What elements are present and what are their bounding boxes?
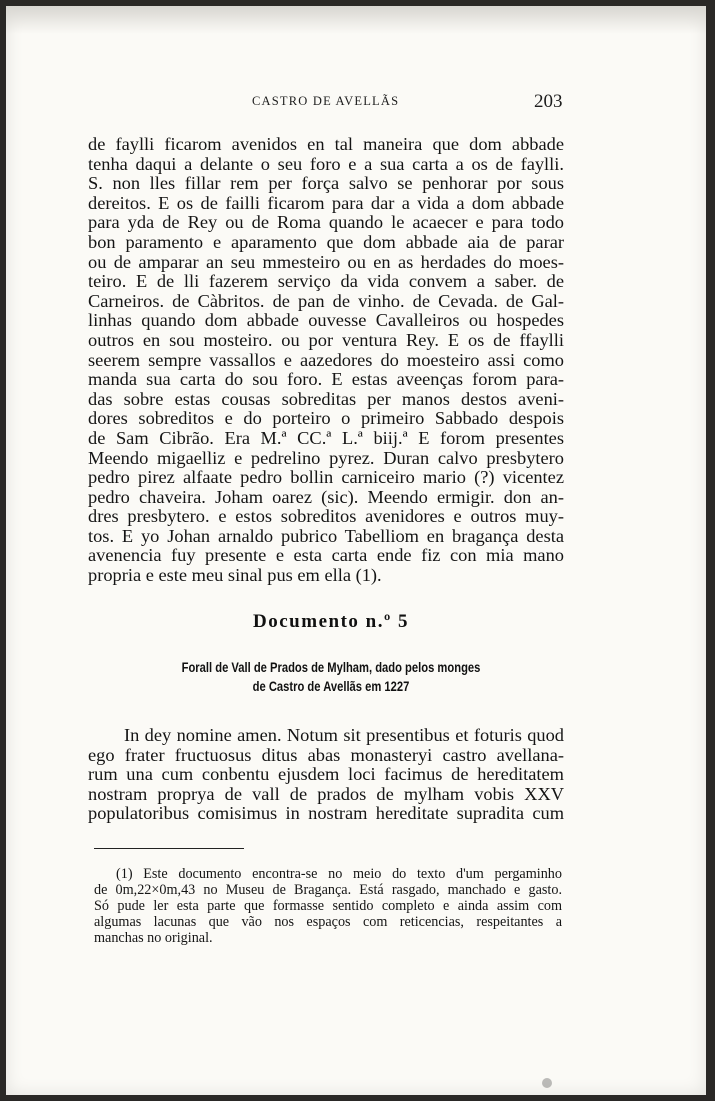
text-line: Meendo migaelliz e pedrelino pyrez. Duran calvo presbytero [88, 447, 564, 468]
document-title [71, 658, 591, 696]
text-line: tenha daqui a delante o seu foro e a sua carta a os de faylli. [88, 153, 564, 174]
text-line: S. non lles fillar rem per força salvo se penhorar por sous [88, 173, 564, 194]
text-line: bon paramento e aparamento que dom abbade aia de parar [88, 231, 564, 252]
text-line: nostram proprya de vall de prados de mylham vobis XXV [88, 783, 564, 804]
text-line: Carneiros. de Càbritos. de pan de vinho. de Cevada. de Gal- [88, 290, 564, 311]
page-number: 203 [534, 91, 563, 112]
text-line: dres presbytero. e estos sobreditos avenidores e outros muy- [88, 506, 564, 527]
text-line: pedro chaveira. Joham oarez (sic). Meendo ermigir. don an- [88, 486, 564, 507]
text-line: ego frater fructuosus ditus abas monasteryi castro avellana- [88, 744, 564, 765]
text-line: das sobre estas cousas sobreditas per manos destos aveni- [88, 388, 564, 409]
text-line: teiro. E de lli fazerem serviço da vida convem a saber. de [88, 271, 564, 292]
footnote-line: algumas lacunas que vão nos espaços com reticencias, respeitantes a [94, 914, 562, 930]
body-paragraph [88, 135, 564, 586]
text-line: de faylli ficarom avenidos en tal maneira que dom abbade [88, 134, 564, 154]
text-line: ou de amparar an seu mmesteiro ou en as herdades do moes- [88, 251, 564, 272]
text-line: propria e este meu sinal pus em ella (1). [88, 565, 382, 586]
running-title: CASTRO DE AVELLÃS [252, 94, 400, 108]
latin-paragraph [88, 726, 564, 824]
text-line: pedro pirez alfaate pedro bollin carniceiro mario (?) vicentez [88, 467, 564, 488]
document-title-line: de Castro de Avellãs em 1227 [252, 678, 410, 694]
footnote-divider [94, 848, 244, 849]
footnote-line: Só pude ler esta parte que formasse sentido completo e ainda assim com [94, 898, 562, 914]
document-title-line: Forall de Vall de Prados de Mylham, dado pelos monges [181, 659, 481, 675]
text-line: populatoribus comisimus in nostram hereditate supradita cum [88, 803, 564, 824]
text-line: manda sua carta do sou foro. E estas aveenças forom para- [88, 369, 564, 390]
running-header [6, 91, 706, 114]
text-line: de Sam Cibrão. Era M.ª CC.ª L.ª biij.ª E forom presentes [88, 427, 564, 448]
document-heading: Documento n.º 5 [253, 611, 409, 632]
footnote [94, 866, 562, 946]
footnote-line: de 0m,22×0m,43 no Museu de Bragança. Está rasgado, manchado e gasto. [94, 882, 562, 898]
text-line: In dey nomine amen. Notum sit presentibus et foturis quod [124, 725, 564, 745]
book-page [6, 6, 706, 1095]
text-line: dereitos. E os de failli ficarom para dar a vida a dom abbade [88, 192, 564, 213]
ink-smudge [542, 1078, 552, 1088]
text-line: rum una cum conbentu ejusdem loci facimus de hereditatem [88, 764, 564, 785]
text-line: dores sobreditos e do porteiro o primeiro Sabbado despois [88, 408, 564, 429]
text-line: linhas quando dom abbade ouvesse Cavalleiros ou hospedes [88, 310, 564, 331]
text-line: para yda de Rey ou de Roma quando le acaecer e para todo [88, 212, 564, 233]
footnote-line: manchas no original. [94, 930, 213, 946]
text-line: outros en sou mosteiro. ou por ventura Rey. E os de ffaylli [88, 329, 564, 350]
text-line: avenencia fuy presente e esta carta ende fiz con mia mano [88, 545, 564, 566]
footnote-line: (1) Este documento encontra-se no meio do texto d'um pergaminho [116, 866, 562, 882]
text-line: seerem sempre vassallos e aazedores do moesteiro assi como [88, 349, 564, 370]
text-line: tos. E yo Johan arnaldo pubrico Tabelliom en bragança desta [88, 525, 564, 546]
